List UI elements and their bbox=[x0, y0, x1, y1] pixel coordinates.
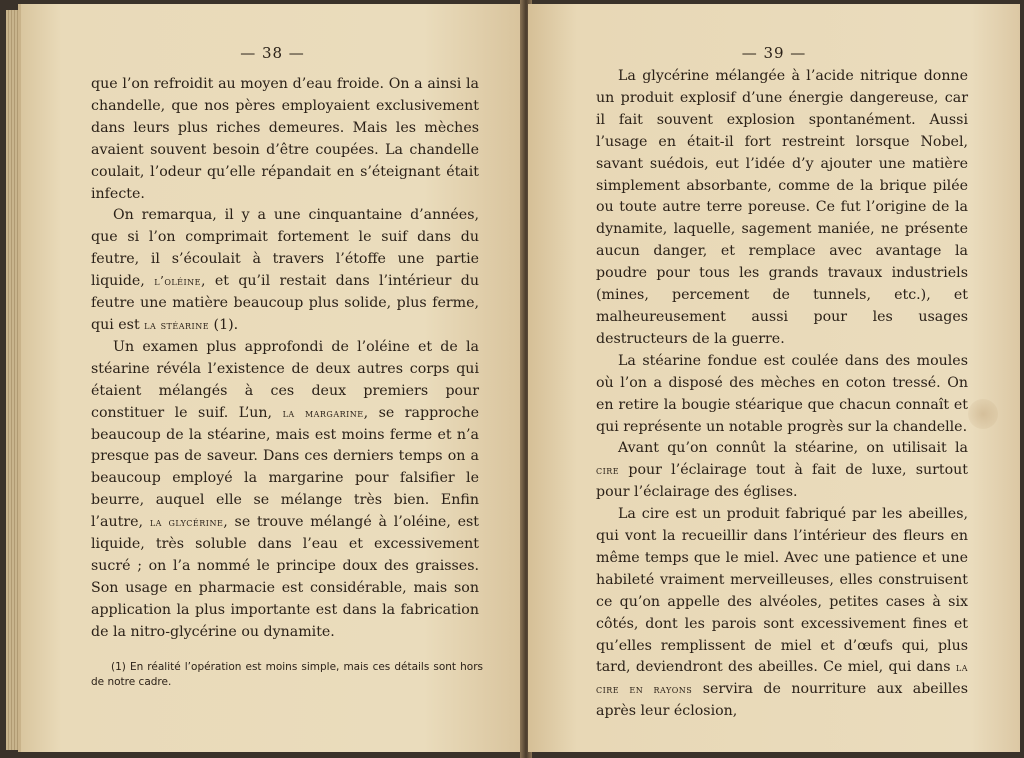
text-run: servira de nourriture aux abeilles après leur éclosion, bbox=[596, 681, 968, 720]
text-run: On remarqua, il y a une cinquantaine d’années, que si l’on comprimait fortement le suif dans du feutre, il s’écoulait à travers l’étoffe une partie liquide, bbox=[91, 207, 479, 290]
right-page bbox=[528, 4, 1020, 752]
term-cire: cire bbox=[596, 463, 620, 478]
page-number-left: — 38 — bbox=[240, 44, 305, 62]
paragraph: que l’on refroidit au moyen d’eau froide. On a ainsi la chandelle, que nos pères employaient exclusivement dans leurs plus riches demeures. Mais les mèches avaient souvent besoin d’être coupées. La chandelle coulait, l’odeur qu’elle répandait en s’éteignant était infecte. bbox=[91, 76, 479, 202]
paragraph: La stéarine fondue est coulée dans des moules où l’on a disposé des mèches en coton tressé. On en retire la bougie stéarique que chacun connaît et qui représente un notable progrès sur la chandelle. bbox=[596, 352, 968, 435]
term-margarine: la margarine bbox=[282, 405, 364, 420]
text-run: Avant qu’on connût la stéarine, on utilisait la bbox=[618, 440, 968, 457]
text-run: , se rapproche beaucoup de la stéarine, mais est moins ferme et n’a presque pas de saveur. Dans ces derniers temps on a beaucoup employé la margarine pour falsifier le beurre, auquel elle se mélange très bien. Enfin l’autre, bbox=[91, 404, 479, 531]
paragraph bbox=[596, 438, 968, 504]
text-run: pour l’éclairage tout à fait de luxe, surtout pour l’éclairage des églises. bbox=[596, 462, 968, 501]
text-run: , se trouve mélangé à l’oléine, est liquide, très soluble dans l’eau et excessivement sucré ; on l’a nommé le principe doux des graisses. Son usage en pharmacie est considérable, mais son application la plus importante est dans la fabrication de la nitro-glycérine ou dynamite. bbox=[91, 514, 479, 640]
paper-stain bbox=[968, 399, 998, 429]
left-page bbox=[18, 4, 524, 752]
text-run: (1). bbox=[209, 316, 239, 333]
footnote bbox=[91, 660, 483, 690]
left-page-text bbox=[91, 74, 479, 644]
footnote-text: (1) En réalité l’opération est moins simple, mais ces détails sont hors de notre cadre. bbox=[91, 661, 483, 688]
term-oleine: l’oléine bbox=[154, 274, 202, 289]
paragraph bbox=[596, 504, 968, 723]
paragraph bbox=[91, 205, 479, 336]
text-run: , et qu’il restait dans l’intérieur du feutre une matière beaucoup plus solide, plus ferme, qui est bbox=[91, 273, 480, 333]
term-glycerine: la glycérine bbox=[149, 515, 224, 530]
term-stearine: la stéarine bbox=[144, 317, 210, 332]
text-run: La cire est un produit fabriqué par les abeilles, qui vont la recueillir dans l’intérieur des fleurs en même temps que le miel. Avec une patience et une habileté vraiment merveilleuses, elles construisent ce qu’on appelle des alvéoles, petites cases à six côtés, dont les parois sont excessivement fines et qu’elles remplissent de miel et d’œufs qui, plus tard, deviendront des abeilles. Ce miel, qui dans bbox=[596, 506, 968, 676]
paragraph bbox=[91, 337, 479, 644]
page-number-right: — 39 — bbox=[741, 44, 807, 62]
paragraph: La glycérine mélangée à l’acide nitrique donne un produit explosif d’une énergie dangereuse, car il fait souvent explosion spontanément. Aussi l’usage en était-il fort restreint lorsque Nobel, savant suédois, eut l’idée d’y ajouter une matière simplement absorbante, comme de la brique pilée ou toute autre terre poreuse. Ce fut l’origine de la dynamite, laquelle, sagement maniée, ne présente aucun danger, et remplace avec avantage la poudre pour tous les grands travaux industriels (mines, percement de tunnels, etc.), et malheureusement aussi pour les usages destructeurs de la guerre. bbox=[596, 68, 968, 347]
text-run: Un examen plus approfondi de l’oléine et de la stéarine révéla l’existence de deux autres corps qui étaient mélangés à ces deux premiers pour constituer le suif. L’un, bbox=[91, 338, 479, 421]
right-page-text bbox=[596, 66, 968, 723]
term-cire-en-rayons: la cire en rayons bbox=[596, 660, 968, 697]
